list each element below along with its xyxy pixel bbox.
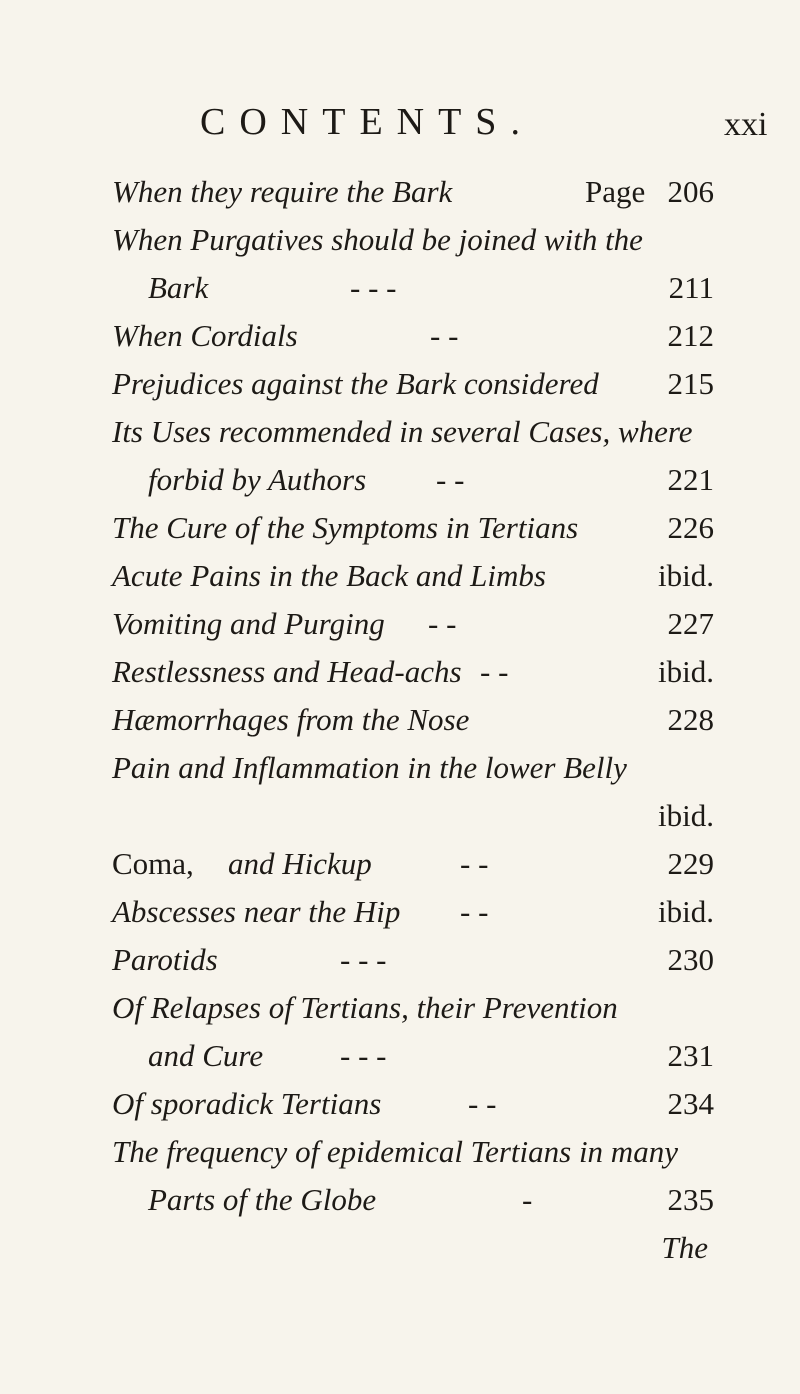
entry-leader: - - - (340, 1038, 387, 1073)
entry-page: 212 (667, 318, 714, 353)
entry-page: ibid. (658, 558, 714, 593)
contents-entry (0, 408, 800, 456)
entry-page: 235 (667, 1182, 714, 1217)
entry-leader: - - - (350, 270, 397, 305)
entry-title: and Hickup (228, 846, 372, 881)
entry-page: ibid. (658, 798, 714, 833)
contents-entry (0, 456, 800, 504)
contents-entry (0, 504, 800, 552)
contents-entry (0, 1176, 800, 1224)
entry-leader: - - (428, 606, 457, 641)
contents-entry (0, 1080, 800, 1128)
entry-page: 211 (668, 270, 714, 305)
entry-page: ibid. (658, 654, 714, 689)
entry-title: Parts of the Globe (148, 1182, 377, 1217)
entry-title: Pain and Inflammation in the lower Belly (112, 750, 627, 785)
entry-leader: - (522, 1182, 533, 1217)
entry-page: 231 (667, 1038, 714, 1073)
entry-page: 215 (667, 366, 714, 401)
entry-page: 221 (667, 462, 714, 497)
contents-entry (0, 840, 800, 888)
catchword-row (0, 1224, 800, 1272)
entry-leader: - - (460, 846, 489, 881)
entry-title: Prejudices against the Bark considered (112, 366, 599, 401)
entry-title: Parotids (112, 942, 218, 977)
entry-title: The Cure of the Symptoms in Tertians (112, 510, 579, 545)
entry-title: Of Relapses of Tertians, their Prevention (112, 990, 618, 1025)
catchword: The (661, 1230, 708, 1265)
entry-leader: - - (436, 462, 465, 497)
entry-title: Bark (148, 270, 209, 305)
contents-entry (0, 888, 800, 936)
entry-title: Abscesses near the Hip (112, 894, 401, 929)
entry-page: 234 (667, 1086, 714, 1121)
entry-leader: - - (468, 1086, 497, 1121)
entry-title: The frequency of epidemical Tertians in many (112, 1134, 678, 1169)
contents-entry (0, 744, 800, 792)
entry-page: 228 (667, 702, 714, 737)
entry-leader: - - (480, 654, 509, 689)
contents-entry (0, 168, 800, 216)
entry-title: When they require the Bark (112, 174, 453, 209)
entry-title: Restlessness and Head-achs (112, 654, 462, 689)
entry-page: 206 (667, 174, 714, 209)
contents-entry (0, 792, 800, 840)
entry-leader: - - (430, 318, 459, 353)
contents-entry (0, 984, 800, 1032)
contents-entry (0, 696, 800, 744)
entry-title-upright: Coma, (112, 846, 194, 881)
contents-entry (0, 1128, 800, 1176)
contents-entry (0, 1032, 800, 1080)
entry-leader: - - (460, 894, 489, 929)
contents-entry (0, 936, 800, 984)
entry-page-prefix: Page (585, 174, 646, 209)
contents-entry (0, 216, 800, 264)
entry-title: When Cordials (112, 318, 298, 353)
entry-title: Vomiting and Purging (112, 606, 385, 641)
entry-page: 229 (667, 846, 714, 881)
contents-entry (0, 552, 800, 600)
contents-entry (0, 264, 800, 312)
contents-entry (0, 648, 800, 696)
entry-title: Acute Pains in the Back and Limbs (112, 558, 546, 593)
entry-title: and Cure (148, 1038, 264, 1073)
header-title: CONTENTS. (200, 101, 534, 143)
entry-title: When Purgatives should be joined with the (112, 222, 643, 257)
contents-entry (0, 600, 800, 648)
entry-title: Its Uses recommended in several Cases, where (112, 414, 693, 449)
entry-title: Hæmorrhages from the Nose (112, 702, 470, 737)
entry-title: Of sporadick Tertians (112, 1086, 382, 1121)
running-header (0, 100, 800, 150)
entry-page: 227 (667, 606, 714, 641)
entry-leader: - - - (340, 942, 387, 977)
entry-page: 226 (667, 510, 714, 545)
entry-title: forbid by Authors (148, 462, 367, 497)
contents-entry (0, 360, 800, 408)
contents-entry (0, 312, 800, 360)
entry-page: 230 (667, 942, 714, 977)
header-page-number: xxi (724, 106, 768, 143)
entry-page: ibid. (658, 894, 714, 929)
